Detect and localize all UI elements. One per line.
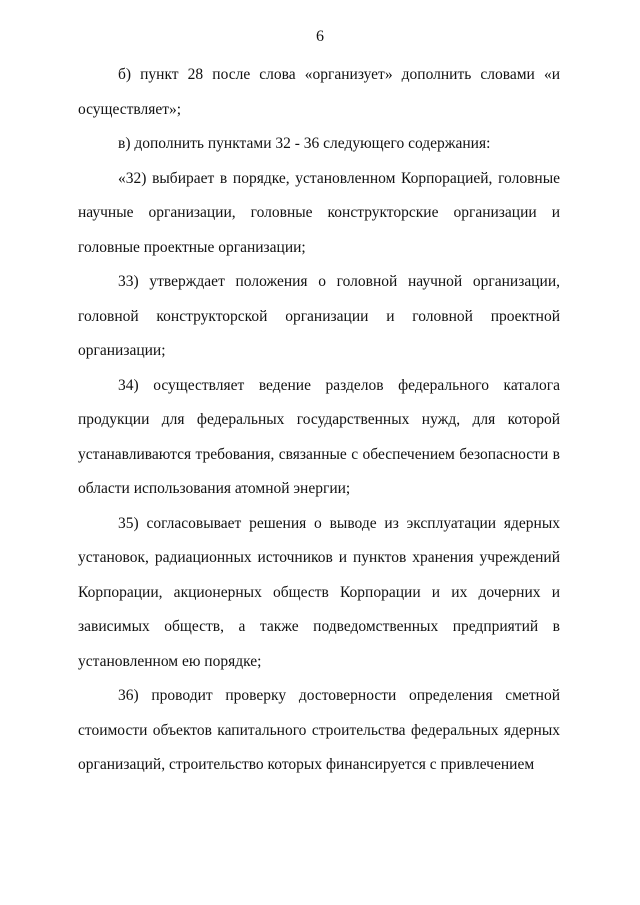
paragraph-b-item-28: б) пункт 28 после слова «организует» дополнить словами «и осуществляет»; bbox=[78, 66, 560, 118]
paragraph-item-35: 35) согласовывает решения о выводе из эксплуатации ядерных установок, радиационных источников и пунктов хранения учреждений Корпорации, акционерных обществ Корпорации и их дочерних и зависимых обществ, а также подведомственных предприятий в установленном ею порядке; bbox=[78, 514, 560, 670]
page-number: 6 bbox=[316, 28, 324, 45]
paragraph-item-32: «32) выбирает в порядке, установленном Корпорацией, головные научные организации, головные конструкторские организации и головные проектные организации; bbox=[78, 169, 560, 256]
paragraph-item-36: 36) проводит проверку достоверности определения сметной стоимости объектов капитального строительства федеральных ядерных организаций, строительство которых финансируется с привлечением bbox=[78, 687, 560, 773]
paragraph-item-33: 33) утверждает положения о головной научной организации, головной конструкторской организации и головной проектной организации; bbox=[78, 273, 560, 359]
paragraph-v-add-items: в) дополнить пунктами 32 - 36 следующего содержания: bbox=[118, 135, 491, 152]
document-body bbox=[78, 58, 560, 783]
paragraph-item-34: 34) осуществляет ведение разделов федерального каталога продукции для федеральных государственных нужд, для которой устанавливаются требования, связанные с обеспечением безопасности в области использования атомной энергии; bbox=[78, 376, 560, 497]
